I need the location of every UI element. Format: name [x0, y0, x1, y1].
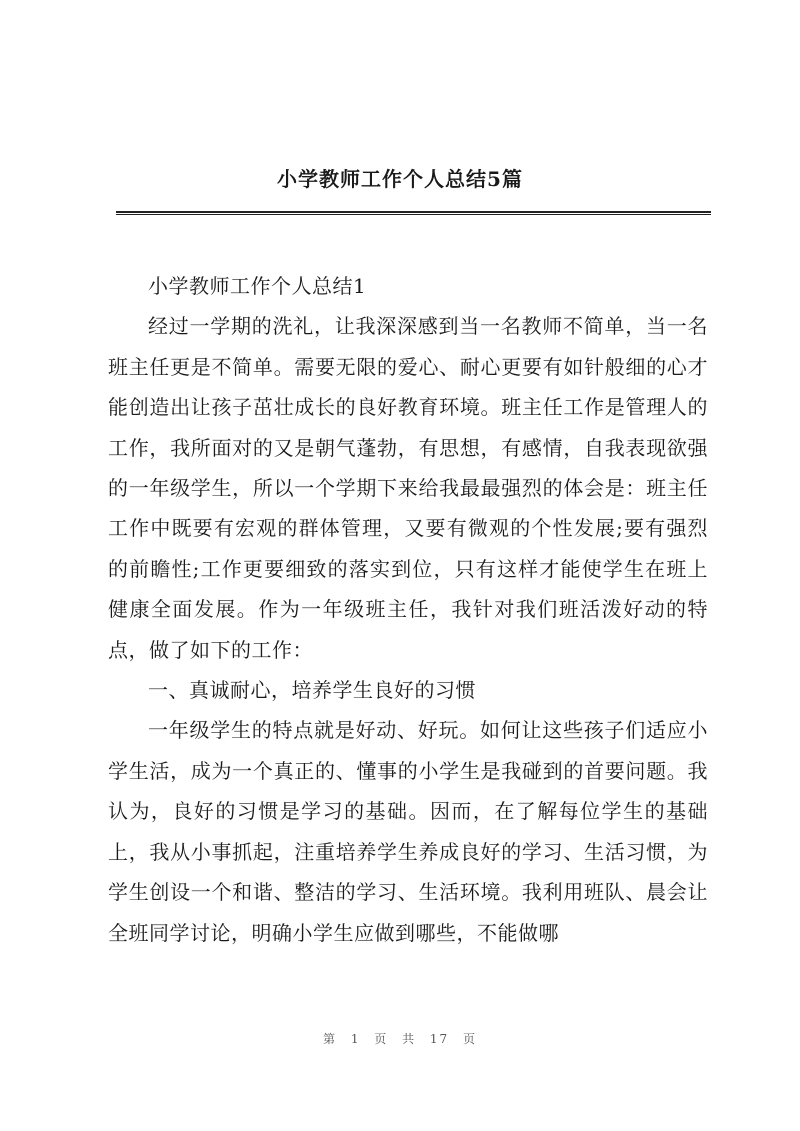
title-divider: [116, 211, 711, 215]
section-heading: 小学教师工作个人总结1: [148, 274, 367, 298]
page-number-footer: 第 1 页 共 17 页: [323, 1032, 477, 1046]
body-paragraph: 一年级学生的特点就是好动、好玩。如何让这些孩子们适应小学生活，成为一个真正的、懂事的小学生是我碰到的首要问题。我认为，良好的习惯是学习的基础。因而，在了解每位学生的基础上，我从小事抓起，注重培养学生养成良好的学习、生活习惯，为学生创设一个和谐、整洁的学习、生活环境。我利用班队、晨会让全班同学讨论，明确小学生应做到哪些，不能做哪: [108, 718, 708, 945]
document-body: [108, 266, 708, 953]
page-title: 小学教师工作个人总结5篇: [277, 167, 523, 191]
subsection-heading: 一、真诚耐心，培养学生良好的习惯: [148, 678, 476, 703]
body-paragraph: 经过一学期的洗礼，让我深深感到当一名教师不简单，当一名班主任更是不简单。需要无限的爱心、耐心更要有如针般细的心才能创造出让孩子茁壮成长的良好教育环境。班主任工作是管理人的工作，我所面对的又是朝气蓬勃，有思想，有感情，自我表现欲强的一年级学生，所以一个学期下来给我最最强烈的体会是：班主任工作中既要有宏观的群体管理，又要有微观的个性发展;要有强烈的前瞻性;工作更要细致的落实到位，只有这样才能使学生在班上健康全面发展。作为一年级班主任，我针对我们班活泼好动的特点，做了如下的工作：: [108, 314, 708, 662]
